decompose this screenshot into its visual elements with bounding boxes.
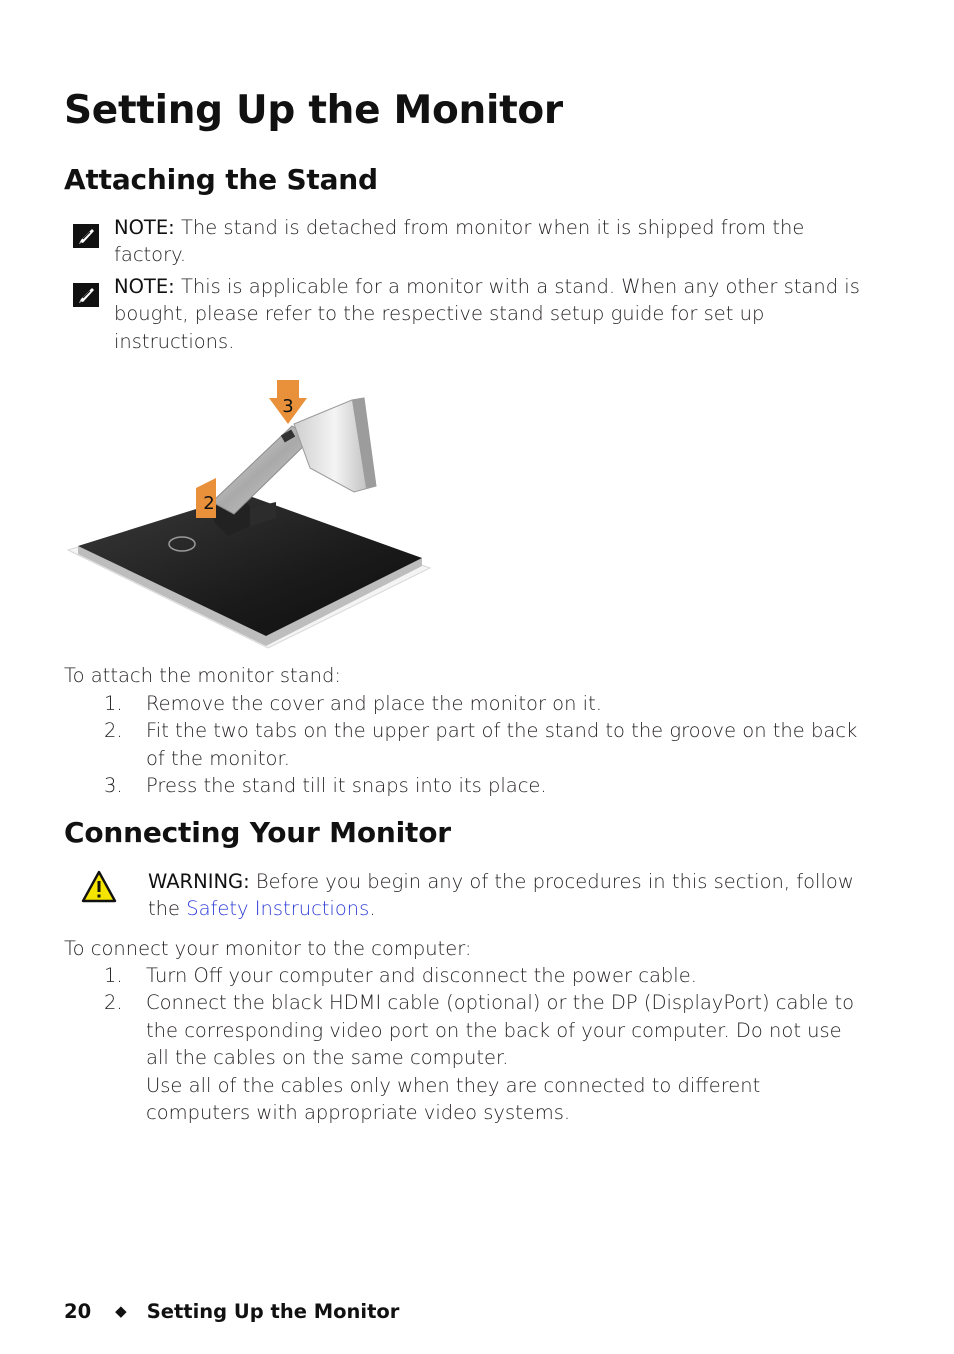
note-text: The stand is detached from monitor when it is shipped from the factory. — [114, 216, 805, 267]
callout-2-label: 2 — [203, 493, 215, 514]
step-number: 2. — [104, 991, 123, 1015]
step-text-block — [146, 989, 864, 1126]
page-footer — [64, 1300, 399, 1323]
step-text: Turn Off your computer and disconnect the power cable. — [146, 964, 697, 987]
section-heading-attaching-stand: Attaching the Stand — [64, 163, 378, 196]
step-text: Connect the black HDMI cable (optional) or the DP (DisplayPort) cable to the corresponding video port on the back of your computer. Do not use all the cables on the same computer. — [146, 991, 855, 1070]
footer-section-title: Setting Up the Monitor — [146, 1300, 400, 1323]
note-label: NOTE: — [114, 275, 175, 298]
note-text: This is applicable for a monitor with a stand. When any other stand is bought, please refer to the respective stand setup guide for set up instructions. — [114, 275, 860, 353]
attach-steps-list — [104, 690, 874, 800]
page-title: Setting Up the Monitor — [64, 88, 563, 133]
step-extra-text: Use all of the cables only when they are connected to different computers with appropriate video systems. — [146, 1073, 761, 1125]
connect-steps-list — [104, 962, 864, 1126]
note-2 — [114, 273, 864, 355]
note-pencil-icon — [72, 282, 100, 308]
step-text: Press the stand till it snaps into its place. — [146, 774, 547, 798]
step-number: 3. — [104, 774, 123, 798]
note-label: NOTE: — [114, 216, 175, 239]
step-number: 1. — [104, 964, 123, 987]
step-text: Fit the two tabs on the upper part of the stand to the groove on the back of the monitor. — [146, 719, 858, 770]
step-number: 2. — [104, 719, 123, 743]
warning-text — [148, 868, 868, 923]
warning-triangle-icon — [81, 870, 117, 904]
safety-instructions-link[interactable]: Safety Instructions — [186, 897, 370, 921]
note-1 — [114, 214, 864, 269]
warning-label: WARNING: — [148, 870, 250, 893]
step-text: Remove the cover and place the monitor on it. — [146, 692, 602, 715]
list-item — [104, 717, 874, 772]
list-item — [104, 962, 864, 989]
attach-intro: To attach the monitor stand: — [64, 664, 341, 687]
stand-illustration — [64, 376, 436, 652]
connect-intro: To connect your monitor to the computer: — [64, 937, 472, 960]
list-item — [104, 690, 874, 717]
page-number: 20 — [64, 1300, 92, 1323]
callout-3-label: 3 — [282, 396, 294, 417]
warning-body: Before you begin any of the procedures in this section, follow the — [148, 870, 854, 921]
note-pencil-icon — [72, 223, 100, 249]
list-item — [104, 989, 864, 1126]
warning-end: . — [369, 897, 376, 921]
diamond-separator-icon: ◆ — [115, 1302, 127, 1320]
section-heading-connecting-monitor: Connecting Your Monitor — [64, 816, 451, 849]
list-item — [104, 772, 874, 799]
step-number: 1. — [104, 692, 123, 715]
